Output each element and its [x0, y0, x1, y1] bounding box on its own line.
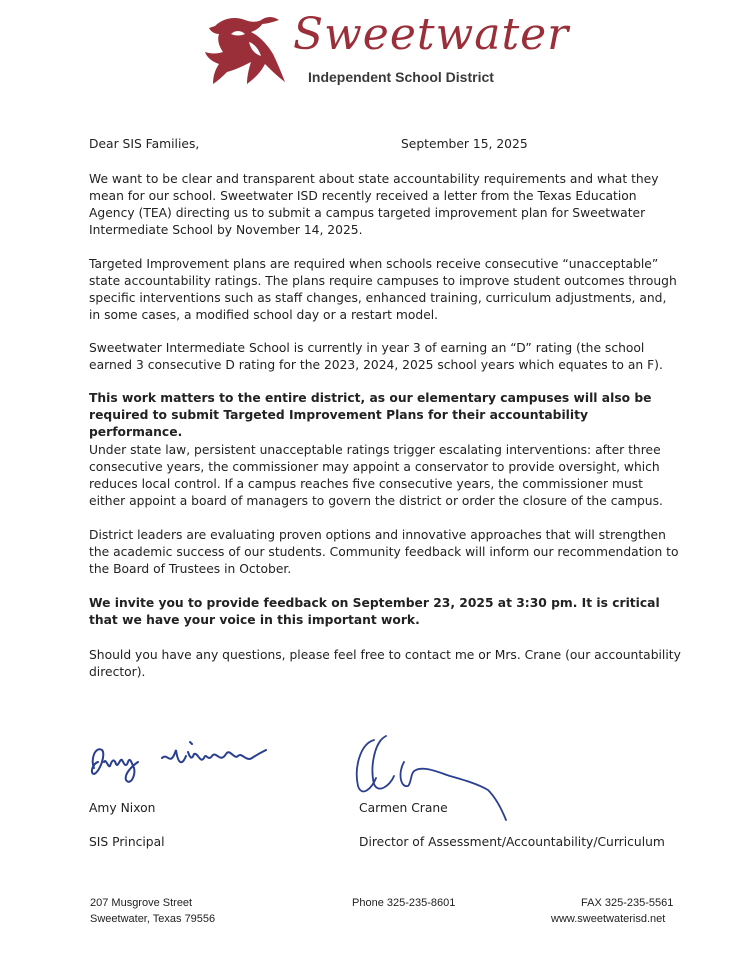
footer-address-line1: 207 Musgrove Street — [90, 897, 193, 909]
signer-name-nixon: Amy Nixon — [89, 801, 156, 815]
district-subtitle: Independent School District — [308, 69, 494, 85]
footer-phone: Phone 325-235-8601 — [352, 897, 456, 909]
footer-fax: FAX 325-235-5561 — [581, 897, 674, 909]
amy-nixon-signature — [80, 728, 280, 792]
footer-address-line2: Sweetwater, Texas 79556 — [90, 913, 216, 925]
footer-website: www.sweetwaterisd.net — [551, 913, 666, 925]
paragraph-improvement-plans: Targeted Improvement plans are required when schools receive consecutive “unacceptable” state accountability ratings. The plans require campuses to improve student outcomes through specific interventions such as staff changes, enhanced training, curriculum adjustments, and, in some cases, a modified school day or a restart model. — [89, 257, 677, 322]
signer-name-crane: Carmen Crane — [359, 801, 448, 815]
paragraph-state-law: Under state law, persistent unacceptable ratings trigger escalating interventions: after three consecutive years, the commissioner may appoint a conservator to provide oversight, which reduces local control. If a campus reaches five consecutive years, the commissioner must either appoint a board of managers to govern the district or order the closure of the campus. — [89, 443, 663, 508]
paragraph-feedback-invite: We invite you to provide feedback on September 23, 2025 at 3:30 pm. It is critical that we have your voice in this important work. — [89, 596, 660, 627]
paragraph-tea-letter: We want to be clear and transparent about state accountability requirements and what they mean for our school. Sweetwater ISD recently received a letter from the Texas Education Agency (TEA) directing us to submit a campus targeted improvement plan for Sweetwater Intermediate School by November 14, 2025. — [89, 172, 659, 237]
letter-date: September 15, 2025 — [401, 137, 528, 151]
paragraph-district-impact: This work matters to the entire district, as our elementary campuses will also be required to submit Targeted Improvement Plans for their accountability performance. — [89, 391, 652, 439]
paragraph-district-leaders: District leaders are evaluating proven options and innovative approaches that will strengthen the academic success of our students. Community feedback will inform our recommendation to the Board of Trustees in October. — [89, 528, 679, 576]
signer-title-nixon: SIS Principal — [89, 835, 165, 849]
paragraph-questions: Should you have any questions, please feel free to contact me or Mrs. Crane (our accountability director). — [89, 648, 681, 679]
mustang-icon — [201, 14, 289, 86]
district-logo-name: Sweetwater — [293, 9, 570, 60]
paragraph-rating-status: Sweetwater Intermediate School is currently in year 3 of earning an “D” rating (the school earned 3 consecutive D rating for the 2023, 2024, 2025 school years which equates to an F). — [89, 341, 663, 372]
salutation: Dear SIS Families, — [89, 137, 200, 151]
signer-title-crane: Director of Assessment/Accountability/Curriculum — [359, 835, 665, 849]
